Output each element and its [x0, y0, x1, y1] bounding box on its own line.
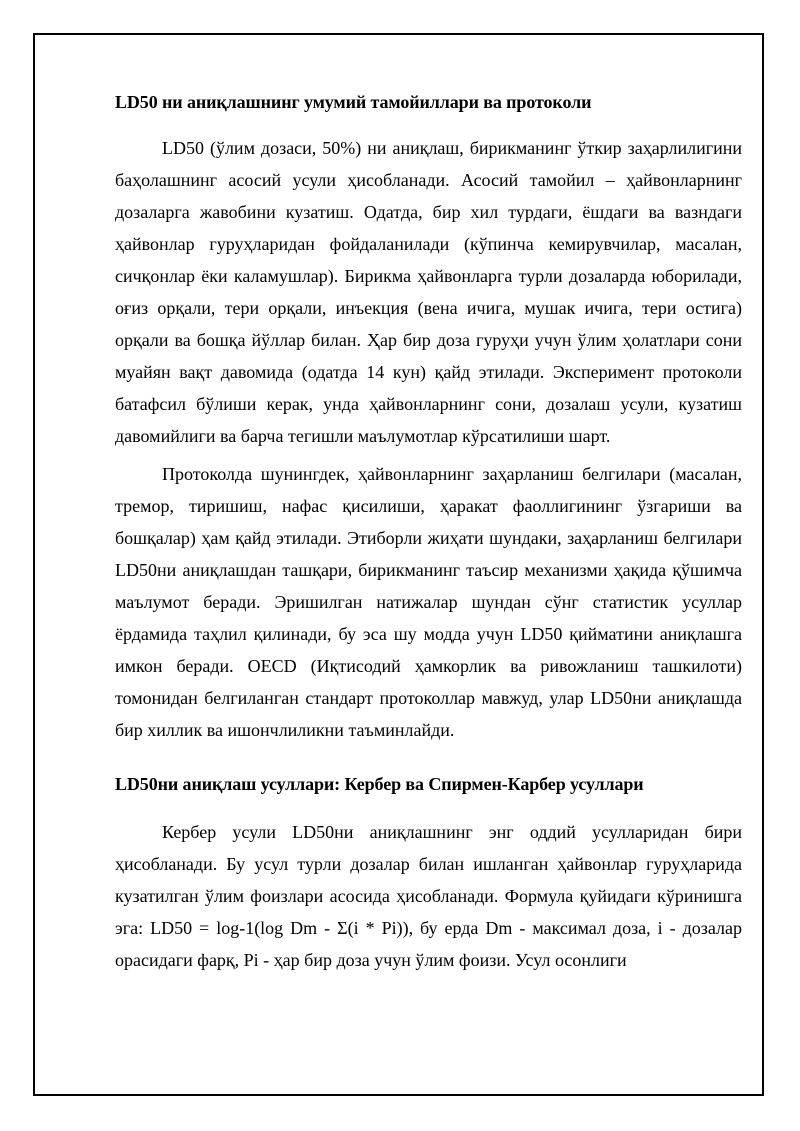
paragraph-ld50-definition: LD50 (ўлим дозаси, 50%) ни аниқлаш, бирикманинг ўткир заҳарлилигини баҳолашнинг асосий усули ҳисобланади. Асосий тамойил – ҳайвонларнинг дозаларга жавобини кузатиш. Одатда, бир хил турдаги, ёшдаги ва вазндаги ҳайвонлар гуруҳларидан фойдаланилади (кўпинча кемирувчилар, масалан, сичқонлар ёки каламушлар). Бирикма ҳайвонларга турли дозаларда юборилади, оғиз орқали, тери орқали, инъекция (вена ичига, мушак ичига, тери остига) орқали ва бошқа йўллар билан. Ҳар бир доза гуруҳи учун ўлим ҳолатлари сони муайян вақт давомида (одатда 14 кун) қайд этилади. Эксперимент протоколи батафсил бўлиши керак, унда ҳайвонларнинг сони, дозалаш усули, кузатиш давомийлиги ва барча тегишли маълумотлар кўрсатилиши шарт. — [115, 138, 742, 446]
section-heading-ld50-principles: LD50 ни аниқлашнинг умумий тамойиллари ва протоколи — [115, 92, 592, 112]
section-heading-ld50-methods: LD50ни аниқлаш усуллари: Кербер ва Спирмен-Карбер усуллари — [115, 774, 644, 794]
paragraph-kerber-method: Кербер усули LD50ни аниқлашнинг энг оддий усулларидан бири ҳисобланади. Бу усул турли дозалар билан ишланган ҳайвонлар гуруҳларида кузатилган ўлим фоизлари асосида ҳисобланади. Формула қуйидаги кўринишга эга: LD50 = log-1(log Dm - Σ(i * Pi)), бу ерда Dm - максимал доза, i - дозалар орасидаги фарқ, Pi - ҳар бир доза учун ўлим фоизи. Усул осонлиги — [115, 822, 742, 970]
paragraph-protocol-signs: Протоколда шунингдек, ҳайвонларнинг заҳарланиш белгилари (масалан, тремор, тиришиш, нафас қисилиши, ҳаракат фаоллигининг ўзгариши ва бошқалар) ҳам қайд этилади. Этиборли жиҳати шундаки, заҳарланиш белгилари LD50ни аниқлашдан ташқари, бирикманинг таъсир механизми ҳақида қўшимча маълумот беради. Эришилган натижалар шундан сўнг статистик усуллар ёрдамида таҳлил қилинади, бу эса шу модда учун LD50 қийматини аниқлашга имкон беради. OECD (Иқтисодий ҳамкорлик ва ривожланиш ташкилоти) томонидан белгиланган стандарт протоколлар мавжуд, улар LD50ни аниқлашда бир хиллик ва ишончлиликни таъминлайди. — [115, 464, 742, 740]
document-body — [115, 86, 742, 976]
